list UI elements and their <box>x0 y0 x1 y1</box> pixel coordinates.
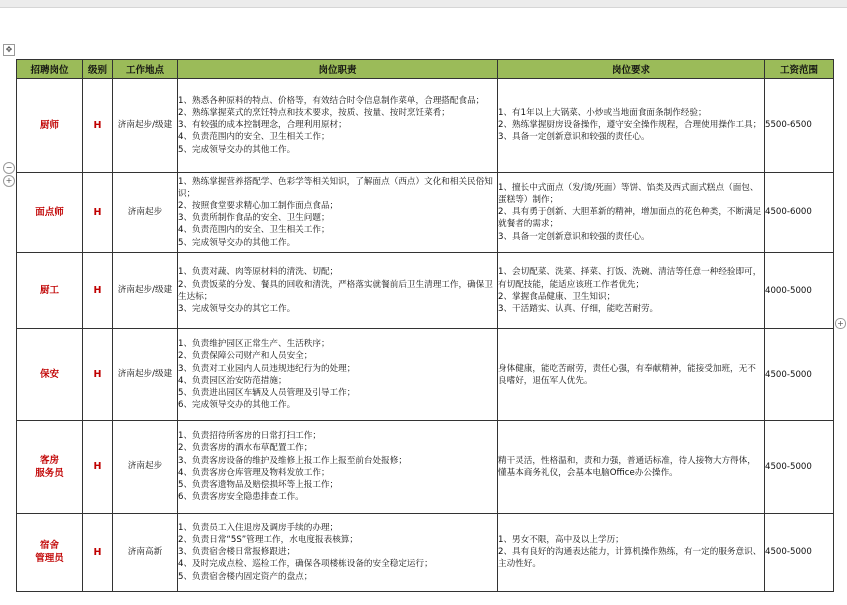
requirement-item: 3、干活踏实、认真、仔细，能吃苦耐劳。 <box>498 303 659 314</box>
job-requirements-cell <box>498 329 765 421</box>
table-row <box>17 172 834 252</box>
duty-item: 2、负责客房的酒水布草配置工作； <box>178 443 313 454</box>
duty-item: 5、负责宿舍楼内固定资产的盘点； <box>178 571 313 582</box>
table-move-handle-icon[interactable]: ✥ <box>3 44 15 56</box>
job-title-line: 厨工 <box>39 285 59 297</box>
job-location-cell: 济南起步/级建 <box>113 79 178 173</box>
job-requirements-cell <box>498 253 765 329</box>
duty-item: 1、负责招待所客房的日常打扫工作； <box>178 431 321 442</box>
job-duties-cell <box>178 420 498 513</box>
requirement-item: 精干灵活，性格温和，责和力强，普通话标准，待人接物大方得体，懂基本商务礼仪，会基本电脑Office办公操作。 <box>498 455 756 478</box>
expand-icon[interactable]: + <box>3 175 15 187</box>
duty-item: 2、熟练掌握菜式的烹饪特点和技术要求，按质、按量、按时烹饪菜肴； <box>178 107 450 118</box>
job-level-cell: H <box>83 329 113 421</box>
job-requirements-cell <box>498 79 765 173</box>
job-salary-cell: 4500-6000 <box>765 172 834 252</box>
job-level-cell: H <box>83 420 113 513</box>
job-level-cell: H <box>83 253 113 329</box>
job-title-line: 服务员 <box>35 467 64 479</box>
header-requirements: 岗位要求 <box>498 60 765 79</box>
duty-item: 1、负责对蔬、肉等原材料的清洗、切配； <box>178 267 339 278</box>
job-level-cell: H <box>83 513 113 591</box>
duty-item: 1、负责维护园区正常生产、生活秩序； <box>178 339 330 350</box>
job-title-line: 保安 <box>39 369 59 381</box>
duty-item: 4、及时完成点检、巡检工作，确保各项楼栋设备的安全稳定运行； <box>178 559 433 570</box>
requirement-item: 3、具备一定创新意识和较强的责任心。 <box>498 231 650 242</box>
requirement-item: 1、男女不限，高中及以上学历； <box>498 534 624 545</box>
header-level: 级别 <box>83 60 113 79</box>
job-location-cell: 济南高新 <box>113 513 178 591</box>
job-title-cell <box>17 79 83 173</box>
duty-item: 2、负责保障公司财产和人员安全； <box>178 351 313 362</box>
table-row <box>17 329 834 421</box>
job-location-cell: 济南起步 <box>113 420 178 513</box>
duty-item: 3、负责对工业园内人员违规违纪行为的处理； <box>178 363 356 374</box>
job-title-cell <box>17 253 83 329</box>
duty-item: 5、完成领导交办的其他工作。 <box>178 144 296 155</box>
duty-item: 1、负责员工入住退房及调房手续的办理； <box>178 522 339 533</box>
job-duties-cell <box>178 172 498 252</box>
header-row <box>17 60 834 79</box>
duty-item: 2、按照食堂要求精心加工制作面点食品； <box>178 201 339 212</box>
table-row <box>17 79 834 173</box>
job-title-line: 客房 <box>39 454 59 466</box>
job-title-line: 宿舍 <box>39 540 59 552</box>
job-duties-cell <box>178 329 498 421</box>
recruitment-table <box>16 59 834 592</box>
job-title-cell <box>17 329 83 421</box>
job-level-cell: H <box>83 79 113 173</box>
duty-item: 3、负责宿舍楼日常报修跟进； <box>178 547 296 558</box>
duty-item: 4、负责范围内的安全、卫生相关工作； <box>178 132 330 143</box>
job-location-cell: 济南起步/级建 <box>113 329 178 421</box>
duty-item: 5、负责客遗物品及赔偿损坏等上报工作； <box>178 479 339 490</box>
requirement-item: 2、具有良好的沟通表达能力，计算机操作熟练，有一定的服务意识、主动性好。 <box>498 547 762 570</box>
duty-item: 5、负责进出园区车辆及人员管理及引导工作； <box>178 387 356 398</box>
job-salary-cell: 4500-5000 <box>765 513 834 591</box>
job-title-cell <box>17 172 83 252</box>
job-salary-cell: 4500-5000 <box>765 420 834 513</box>
table-row <box>17 253 834 329</box>
job-location-cell: 济南起步 <box>113 172 178 252</box>
table-row <box>17 420 834 513</box>
requirement-item: 2、具有勇于创新、大胆革新的精神，增加面点的花色种类，不断满足就餐者的需求； <box>498 207 762 230</box>
duty-item: 2、负责饭菜的分发、餐具的回收和清洗，严格落实就餐前后卫生清理工作，确保卫生达标； <box>178 279 493 302</box>
duty-item: 4、负责范围内的安全、卫生相关工作； <box>178 225 330 236</box>
header-location: 工作地点 <box>113 60 178 79</box>
requirement-item: 身体健康，能吃苦耐劳，责任心强，有奉献精神，能接受加班，无不良嗜好，退伍军人优先。 <box>498 363 756 386</box>
requirement-item: 1、有1年以上大锅菜、小炒或当地面食面条制作经验； <box>498 107 707 118</box>
job-title-line: 管理员 <box>35 553 64 565</box>
header-title: 招聘岗位 <box>17 60 83 79</box>
job-requirements-cell <box>498 513 765 591</box>
job-location-cell: 济南起步/级建 <box>113 253 178 329</box>
job-duties-cell <box>178 79 498 173</box>
job-title-cell <box>17 513 83 591</box>
duty-item: 3、有较强的成本控制理念，合理利用原材； <box>178 120 347 131</box>
job-salary-cell: 4000-5000 <box>765 253 834 329</box>
duty-item: 3、完成领导交办的其它工作。 <box>178 303 296 314</box>
duty-item: 4、负责园区治安防范措施； <box>178 375 287 386</box>
duty-item: 1、熟练掌握营养搭配学、色彩学等相关知识，了解面点（西点）文化和相关民俗知识； <box>178 176 493 199</box>
requirement-item: 1、会切配菜、洗菜、择菜、打饭、洗碗、清洁等任意一种经验即可，有切配技能，能适应该班工作者优先； <box>498 267 762 290</box>
duty-item: 6、负责客房安全隐患排查工作。 <box>178 492 304 503</box>
job-requirements-cell <box>498 172 765 252</box>
collapse-icon[interactable]: − <box>3 162 15 174</box>
requirement-item: 1、擅长中式面点（发/烫/死面）等饼、馅类及西式面式糕点（面包、蛋糕等）制作； <box>498 182 759 205</box>
requirement-item: 2、熟练掌握厨房设备操作，遵守安全操作规程，合理使用操作工具； <box>498 120 762 131</box>
insert-column-icon[interactable]: + <box>835 318 846 329</box>
job-duties-cell <box>178 253 498 329</box>
duty-item: 1、熟悉各种原料的特点、价格等，有效结合时令信息制作菜单，合理搭配食品； <box>178 95 485 106</box>
job-title-cell <box>17 420 83 513</box>
ruler-strip <box>0 0 847 8</box>
requirement-item: 3、具备一定创新意识和较强的责任心。 <box>498 132 650 143</box>
job-title-line: 面点师 <box>35 206 64 218</box>
duty-item: 3、负责所制作食品的安全、卫生问题； <box>178 213 330 224</box>
requirement-item: 2、掌握食品健康、卫生知识； <box>498 291 616 302</box>
duty-item: 2、负责日常“5S”管理工作，水电度报表核算； <box>178 534 358 545</box>
job-salary-cell: 5500-6500 <box>765 79 834 173</box>
duty-item: 5、完成领导交办的其他工作。 <box>178 237 296 248</box>
job-requirements-cell <box>498 420 765 513</box>
header-salary: 工资范围 <box>765 60 834 79</box>
table-row <box>17 513 834 591</box>
header-duties: 岗位职责 <box>178 60 498 79</box>
duty-item: 6、完成领导交办的其他工作。 <box>178 400 296 411</box>
job-title-line: 厨师 <box>39 119 59 131</box>
duty-item: 4、负责客房仓库管理及物料发放工作； <box>178 467 330 478</box>
duty-item: 3、负责客房设备的维护及维修上报工作上报至前台处报修； <box>178 455 407 466</box>
job-salary-cell: 4500-5000 <box>765 329 834 421</box>
job-duties-cell <box>178 513 498 591</box>
job-level-cell: H <box>83 172 113 252</box>
